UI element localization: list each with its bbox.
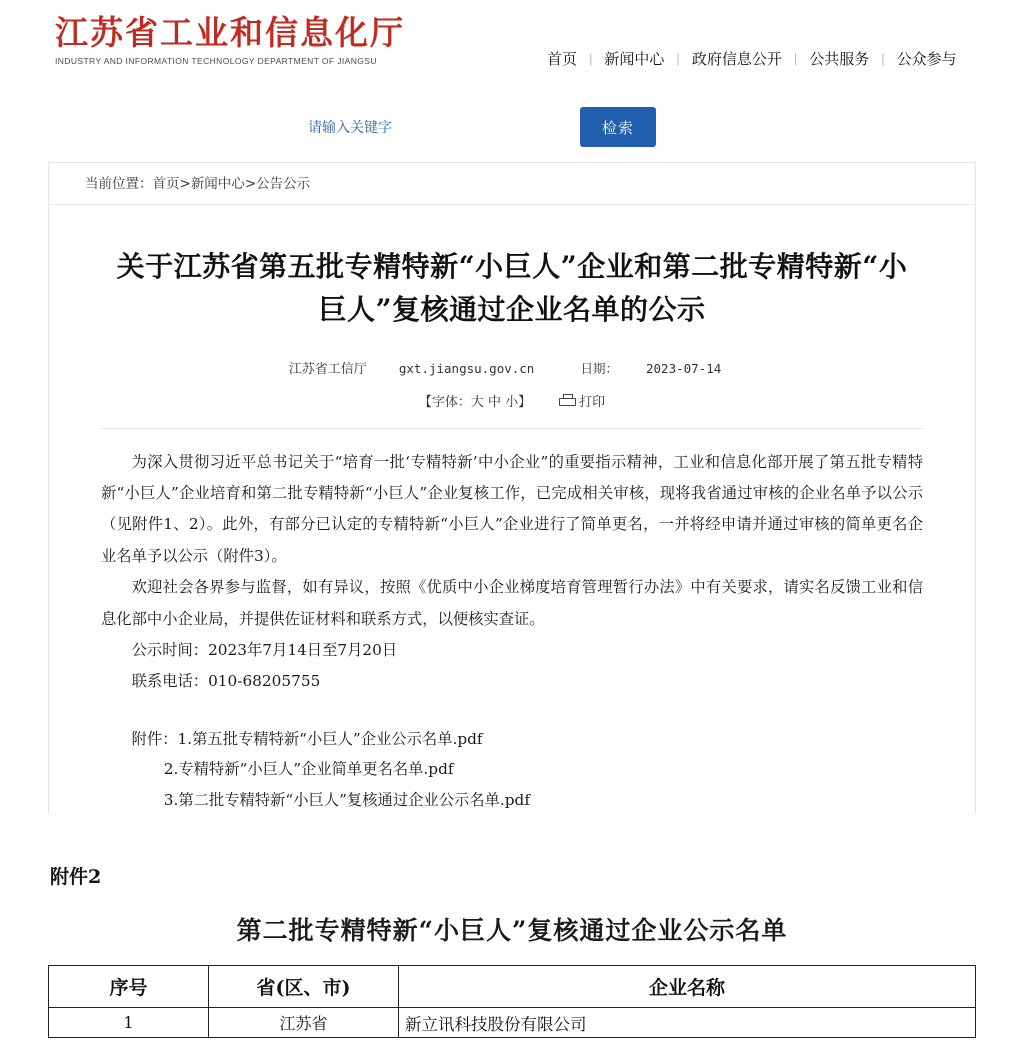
top-navigation [535, 48, 969, 69]
font-size-selector[interactable]: 【字体：大 中 小】 [418, 394, 532, 410]
article-paragraph: 联系电话：010-68205755 [131, 672, 321, 691]
cell-company-name: 新立讯科技股份有限公司 [399, 1008, 976, 1038]
attachment-link-2[interactable]: 2.专精特新“小巨人”企业简单更名名单.pdf [163, 760, 454, 779]
breadcrumb-item-news-center[interactable]: 新闻中心 [190, 176, 245, 192]
nav-separator: | [793, 51, 798, 66]
attachment2-section [0, 862, 1024, 1038]
article-paragraph: 公示时间：2023年7月14日至7月20日 [131, 640, 398, 659]
breadcrumb-separator: > [179, 176, 191, 192]
print-label: 打印 [579, 394, 606, 410]
cell-province: 江苏省 [209, 1008, 399, 1038]
nav-separator: | [676, 51, 680, 66]
article-body [49, 205, 975, 814]
search-input[interactable] [150, 108, 550, 146]
table-header-row [49, 966, 976, 1008]
attachment2-table [48, 965, 976, 1038]
column-header-index: 序号 [49, 966, 209, 1008]
breadcrumb-item-home[interactable]: 首页 [152, 176, 180, 192]
breadcrumb-separator: > [244, 176, 257, 192]
nav-item-news-center[interactable]: 新闻中心 [604, 51, 665, 68]
table-row [49, 1008, 976, 1038]
nav-item-public-participation[interactable]: 公众参与 [896, 51, 957, 68]
breadcrumb-item-announcements[interactable]: 公告公示 [256, 176, 311, 192]
article-card [48, 162, 976, 814]
column-header-company-name: 企业名称 [399, 966, 976, 1008]
cell-index: 1 [49, 1008, 209, 1038]
attachment2-label: 附件2 [50, 866, 102, 888]
nav-separator: | [589, 51, 593, 66]
article-meta [101, 358, 923, 377]
site-logo-chinese: 江苏省工业和信息化厅 [55, 13, 405, 52]
article-domain: gxt.jiangsu.gov.cn [398, 360, 535, 376]
attachment-link-3[interactable]: 3.第二批专精特新“小巨人”复核通过企业公示名单.pdf [163, 790, 531, 809]
attachment-line [101, 724, 923, 755]
search-button[interactable]: 检索 [580, 107, 656, 147]
column-header-province: 省(区、市) [209, 966, 399, 1008]
article-divider [101, 428, 923, 429]
article-source: 江苏省工信厅 [288, 361, 367, 377]
article-attachments [101, 724, 923, 814]
nav-separator: | [881, 51, 885, 66]
article-title: 关于江苏省第五批专精特新“小巨人”企业和第二批专精特新“小巨人”复核通过企业名单的公示 [116, 250, 908, 327]
site-logo[interactable] [55, 14, 415, 66]
breadcrumb-prefix: 当前位置： [85, 176, 153, 192]
print-button[interactable] [559, 391, 605, 410]
attachment2-title: 第二批专精特新“小巨人”复核通过企业公示名单 [236, 916, 788, 945]
article-paragraph: 为深入贯彻习近平总书记关于“培育一批‘专精特新’中小企业”的重要指示精神，工业和信息化部开展了第五批专精特新“小巨人”企业培育和第二批专精特新“小巨人”企业复核工作，已完成相关审核，现将我省通过审核的企业名单予以公示（见附件1、2）。此外，有部分已认定的专精特新“小巨人”企业进行了简单更名，一并将经申请并通过审核的简单更名企业名单予以公示（附件3）。 [101, 452, 923, 565]
nav-item-home[interactable]: 首页 [547, 51, 578, 68]
article-content [101, 447, 923, 698]
breadcrumb [49, 163, 975, 205]
printer-icon [559, 394, 574, 407]
attachments-label: 附件： [131, 729, 178, 748]
nav-item-public-services[interactable]: 公共服务 [809, 51, 870, 68]
article-date: 日期： 2023-07-14 [580, 360, 722, 376]
search-bar [0, 92, 1024, 162]
site-header [0, 0, 1024, 92]
site-logo-english: INDUSTRY AND INFORMATION TECHNOLOGY DEPARTMENT OF JIANGSU [55, 55, 377, 66]
attachment-link-1[interactable]: 1.第五批专精特新“小巨人”企业公示名单.pdf [177, 729, 483, 748]
article-tools [101, 391, 923, 410]
article-paragraph: 欢迎社会各界参与监督，如有异议，按照《优质中小企业梯度培育管理暂行办法》中有关要求，请实名反馈工业和信息化部中小企业局，并提供佐证材料和联系方式，以便核实查证。 [101, 578, 923, 628]
nav-item-gov-info-disclosure[interactable]: 政府信息公开 [691, 51, 782, 68]
